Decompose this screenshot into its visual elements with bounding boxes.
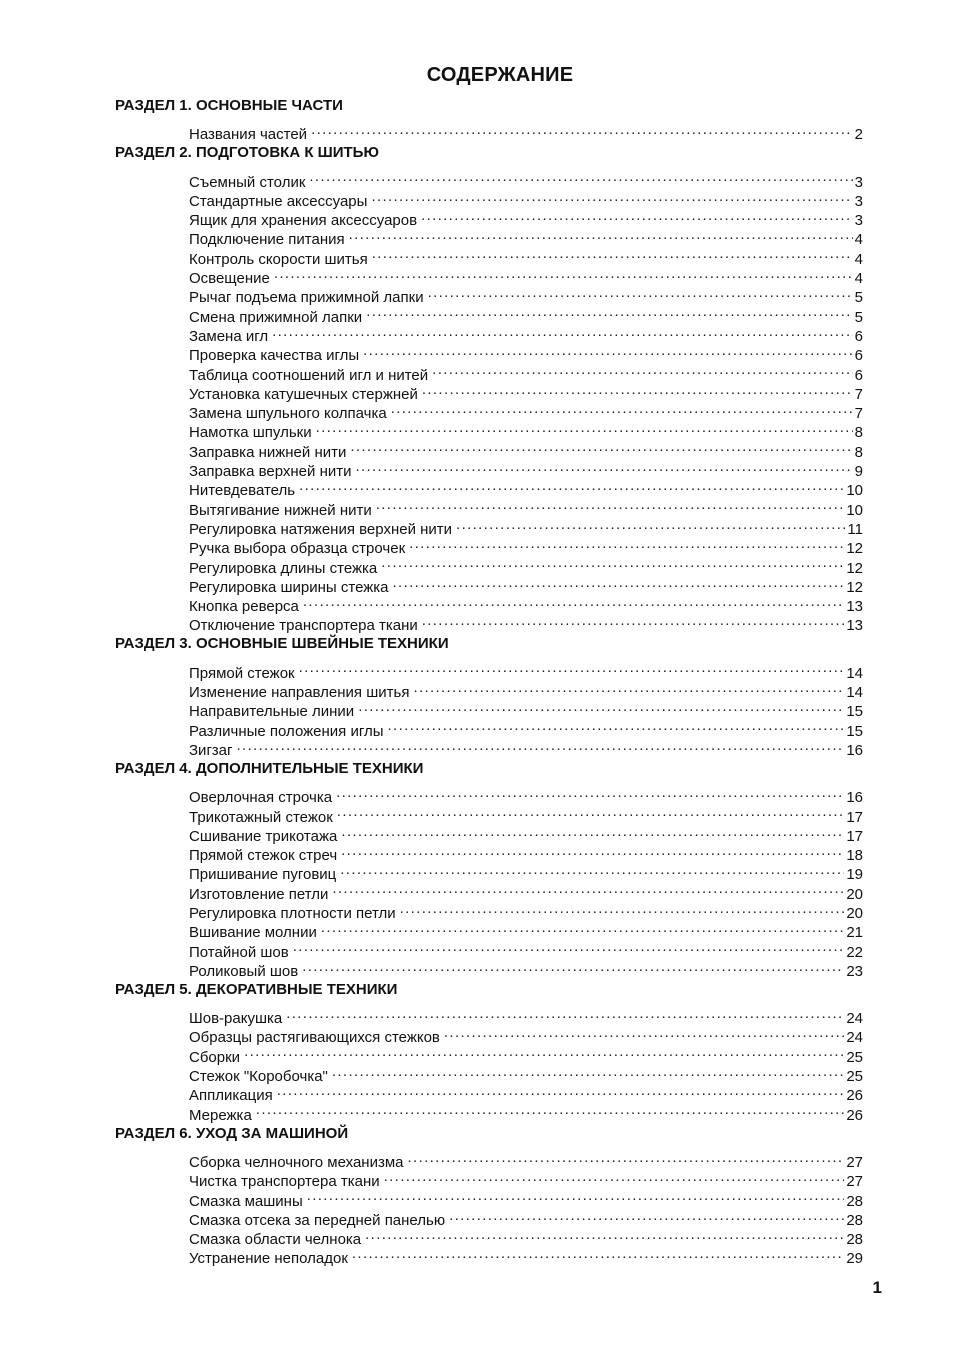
toc-entry-page: 3 <box>854 173 863 191</box>
toc-entry-label: Нитевдеватель <box>189 482 296 500</box>
page-number: 1 <box>872 1278 882 1297</box>
toc-entry-page: 22 <box>846 943 863 961</box>
toc-entry-page: 6 <box>854 347 863 365</box>
toc-entry-label: Стежок "Коробочка" <box>189 1068 328 1086</box>
toc-entry-label: Устранение неполадок <box>189 1250 348 1268</box>
toc-entry-label: Названия частей <box>189 126 308 144</box>
toc-entry-label: Вытягивание нижней нити <box>189 501 372 519</box>
toc-entry <box>189 957 863 980</box>
dot-leader <box>286 1004 844 1023</box>
toc-entry-page: 16 <box>846 789 863 807</box>
toc-entry-label: Изготовление петли <box>189 885 329 903</box>
dot-leader <box>363 341 853 360</box>
toc-entry-page: 3 <box>854 192 863 210</box>
toc-entry-label: Стандартные аксессуары <box>189 192 368 210</box>
toc-entry-page: 28 <box>846 1192 863 1210</box>
toc-entry-label: Освещение <box>189 270 270 288</box>
toc-entry-label: Различные положения иглы <box>189 722 384 740</box>
dot-leader <box>277 1081 845 1100</box>
toc-entry-page: 8 <box>854 443 863 461</box>
toc-entry-list <box>115 1004 863 1124</box>
toc-entry-page: 23 <box>846 962 863 980</box>
toc-entry-page: 24 <box>846 1029 863 1047</box>
toc-entry-page: 27 <box>846 1153 863 1171</box>
toc-entry-label: Регулировка длины стежка <box>189 559 378 577</box>
toc-entry-page: 28 <box>846 1231 863 1249</box>
dot-leader <box>332 879 844 898</box>
toc-entry-page: 20 <box>846 904 863 922</box>
toc-entry-label: Мережка <box>189 1106 252 1124</box>
toc-entry-page: 26 <box>846 1106 863 1124</box>
dot-leader <box>311 120 853 139</box>
toc-entry-page: 27 <box>846 1173 863 1191</box>
section-heading: РАЗДЕЛ 5. ДЕКОРАТИВНЫЕ ТЕХНИКИ <box>115 980 398 998</box>
toc-section <box>115 1124 863 1268</box>
dot-leader <box>332 1062 844 1081</box>
toc-entry-page: 13 <box>846 617 863 635</box>
toc-entry-label: Смена прижимной лапки <box>189 308 363 326</box>
section-heading: РАЗДЕЛ 4. ДОПОЛНИТЕЛЬНЫЕ ТЕХНИКИ <box>115 759 424 777</box>
toc-entry <box>189 1100 863 1124</box>
dot-leader <box>293 937 845 956</box>
dot-leader <box>244 1042 844 1061</box>
toc-entry-page: 9 <box>854 463 863 481</box>
toc-entry-page: 21 <box>846 924 863 942</box>
dot-leader <box>444 1023 844 1042</box>
dot-leader <box>388 716 845 735</box>
dot-leader <box>352 1244 844 1263</box>
dot-leader <box>236 736 844 755</box>
toc-entry-label: Сшивание трикотажа <box>189 827 338 845</box>
toc-entry-label: Контроль скорости шитья <box>189 250 368 268</box>
toc-entry <box>189 1042 863 1066</box>
dot-leader <box>302 957 844 976</box>
dot-leader <box>299 658 845 677</box>
toc-entry <box>189 120 863 144</box>
toc-entry-label: Замена игл <box>189 327 269 345</box>
toc-entry <box>189 783 863 807</box>
dot-leader <box>432 360 852 379</box>
dot-leader <box>421 206 853 225</box>
toc-entry-page: 10 <box>846 482 863 500</box>
dot-leader <box>272 322 853 341</box>
section-heading: РАЗДЕЛ 3. ОСНОВНЫЕ ШВЕЙНЫЕ ТЕХНИКИ <box>115 635 449 653</box>
toc-entry-label: Роликовый шов <box>189 962 299 980</box>
toc-entry-label: Заправка нижней нити <box>189 443 347 461</box>
section-heading: РАЗДЕЛ 1. ОСНОВНЫЕ ЧАСТИ <box>115 97 343 114</box>
page-title: СОДЕРЖАНИЕ <box>426 64 574 86</box>
toc-entry-page: 29 <box>846 1250 863 1268</box>
toc-entry-label: Прямой стежок стреч <box>189 847 338 865</box>
toc-entry-page: 25 <box>846 1068 863 1086</box>
toc-entry-label: Ручка выбора образца строчек <box>189 540 406 558</box>
toc-entry-label: Аппликация <box>189 1087 273 1105</box>
toc-entry-label: Рычаг подъема прижимной лапки <box>189 289 424 307</box>
toc-entry-label: Вшивание молнии <box>189 924 317 942</box>
toc-entry-label: Регулировка плотности петли <box>189 904 396 922</box>
toc-entry-label: Чистка транспортера ткани <box>189 1173 380 1191</box>
toc-entry-page: 26 <box>846 1087 863 1105</box>
toc-entry-label: Ящик для хранения аксессуаров <box>189 212 418 230</box>
toc-entry-page: 17 <box>846 808 863 826</box>
toc-section <box>115 96 863 144</box>
toc-entry-page: 15 <box>846 703 863 721</box>
dot-leader <box>309 167 852 186</box>
dot-leader <box>341 841 844 860</box>
toc-entry-page: 8 <box>854 424 863 442</box>
toc-entry-page: 4 <box>854 250 863 268</box>
dot-leader <box>350 437 852 456</box>
toc-entry-page: 13 <box>846 598 863 616</box>
toc-entry-page: 12 <box>846 540 863 558</box>
toc-entry-list <box>115 783 863 980</box>
dot-leader <box>299 476 844 495</box>
dot-leader <box>391 399 853 418</box>
toc-entry-page: 28 <box>846 1211 863 1229</box>
dot-leader <box>340 860 844 879</box>
toc-entry-label: Шов-ракушка <box>189 1010 283 1028</box>
toc-entry-page: 25 <box>846 1048 863 1066</box>
dot-leader <box>355 457 852 476</box>
toc-entry-label: Прямой стежок <box>189 664 295 682</box>
toc-entry <box>189 1062 863 1086</box>
section-heading: РАЗДЕЛ 6. УХОД ЗА МАШИНОЙ <box>115 1124 349 1142</box>
toc-entry-label: Смазка отсека за передней панелью <box>189 1211 446 1229</box>
toc-entry-page: 11 <box>847 520 863 538</box>
dot-leader <box>400 899 845 918</box>
toc-entry-label: Изменение направления шитья <box>189 684 410 702</box>
toc-entry-label: Заправка верхней нити <box>189 463 352 481</box>
dot-leader <box>358 697 844 716</box>
toc-entry-label: Таблица соотношений игл и нитей <box>189 366 429 384</box>
toc-entry-page: 20 <box>846 885 863 903</box>
toc-entry-label: Образцы растягивающихся стежков <box>189 1029 440 1047</box>
section-heading: РАЗДЕЛ 2. ПОДГОТОВКА К ШИТЬЮ <box>115 144 379 162</box>
dot-leader <box>321 918 844 937</box>
dot-leader <box>372 244 853 263</box>
dot-leader <box>303 592 844 611</box>
toc-entry-label: Подключение питания <box>189 231 345 249</box>
toc-entry-page: 15 <box>846 722 863 740</box>
dot-leader <box>393 573 845 592</box>
toc-entry-label: Зигзаг <box>189 741 233 759</box>
dot-leader <box>449 1206 844 1225</box>
toc-entry <box>189 283 863 307</box>
dot-leader <box>456 515 845 534</box>
toc-entry-label: Отключение транспортера ткани <box>189 617 418 635</box>
dot-leader <box>337 802 845 821</box>
toc-entry-page: 5 <box>854 308 863 326</box>
toc-entry <box>189 1081 863 1105</box>
toc-entry-page: 5 <box>854 289 863 307</box>
toc-entry-label: Трикотажный стежок <box>189 808 333 826</box>
toc-entry-page: 10 <box>846 501 863 519</box>
dot-leader <box>366 302 852 321</box>
toc-entry <box>189 264 863 288</box>
toc-entry-label: Регулировка ширины стежка <box>189 578 389 596</box>
toc-entry-label: Оверлочная строчка <box>189 789 333 807</box>
toc-entry-page: 16 <box>846 741 863 759</box>
toc-entry-list <box>115 1148 863 1268</box>
toc-entry-page: 12 <box>846 578 863 596</box>
toc-entry-label: Намотка шпульки <box>189 424 312 442</box>
toc-entry-list <box>115 120 863 144</box>
toc-section <box>115 143 863 635</box>
toc-entry-list <box>115 658 863 759</box>
dot-leader <box>422 380 853 399</box>
toc-entry-page: 7 <box>854 405 863 423</box>
dot-leader <box>376 495 845 514</box>
toc-entry-page: 4 <box>854 231 863 249</box>
toc-section <box>115 634 863 759</box>
dot-leader <box>336 783 844 802</box>
toc-entry-page: 6 <box>854 366 863 384</box>
dot-leader <box>316 418 853 437</box>
dot-leader <box>381 553 844 572</box>
toc-entry <box>189 1148 863 1171</box>
toc-entry-page: 17 <box>846 827 863 845</box>
toc-entry-label: Сборка челночного механизма <box>189 1153 404 1171</box>
dot-leader <box>307 1186 845 1205</box>
dot-leader <box>428 283 853 302</box>
toc-entry-page: 4 <box>854 270 863 288</box>
toc-entry-label: Замена шпульного колпачка <box>189 405 387 423</box>
dot-leader <box>365 1225 844 1244</box>
dot-leader <box>408 1148 845 1167</box>
toc-entry <box>189 341 863 365</box>
toc-entry-list <box>115 167 863 635</box>
dot-leader <box>371 187 852 206</box>
dot-leader <box>274 264 853 283</box>
toc-entry-label: Проверка качества иглы <box>189 347 360 365</box>
toc-entry <box>189 1023 863 1047</box>
toc-entry-page: 7 <box>854 385 863 403</box>
toc-entry-page: 12 <box>846 559 863 577</box>
table-of-contents <box>115 96 863 1268</box>
toc-entry <box>189 658 863 682</box>
toc-entry-page: 19 <box>846 866 863 884</box>
toc-entry <box>189 322 863 345</box>
toc-entry-label: Смазка области челнока <box>189 1231 362 1249</box>
dot-leader <box>413 678 844 697</box>
toc-entry-page: 14 <box>846 664 863 682</box>
toc-entry-label: Кнопка реверса <box>189 598 299 616</box>
toc-entry-page: 2 <box>854 126 863 144</box>
toc-entry-page: 3 <box>854 212 863 230</box>
toc-entry-label: Съемный столик <box>189 173 306 191</box>
toc-section <box>115 759 863 980</box>
toc-entry-page: 14 <box>846 684 863 702</box>
toc-entry-page: 24 <box>846 1010 863 1028</box>
toc-section <box>115 980 863 1124</box>
dot-leader <box>256 1100 845 1119</box>
toc-entry <box>189 736 863 759</box>
toc-entry-label: Регулировка натяжения верхней нити <box>189 520 453 538</box>
toc-entry-label: Потайной шов <box>189 943 289 961</box>
toc-entry-label: Пришивание пуговиц <box>189 866 337 884</box>
toc-entry-label: Установка катушечных стержней <box>189 385 418 403</box>
toc-entry-page: 6 <box>854 327 863 345</box>
toc-entry-label: Направительные линии <box>189 703 355 721</box>
dot-leader <box>341 822 844 841</box>
toc-entry <box>189 1004 863 1028</box>
toc-entry-page: 18 <box>846 847 863 865</box>
dot-leader <box>349 225 853 244</box>
toc-entry-label: Смазка машины <box>189 1192 303 1210</box>
toc-entry <box>189 167 863 191</box>
dot-leader <box>384 1167 845 1186</box>
toc-entry-label: Сборки <box>189 1048 241 1066</box>
dot-leader <box>422 611 845 630</box>
dot-leader <box>409 534 844 553</box>
